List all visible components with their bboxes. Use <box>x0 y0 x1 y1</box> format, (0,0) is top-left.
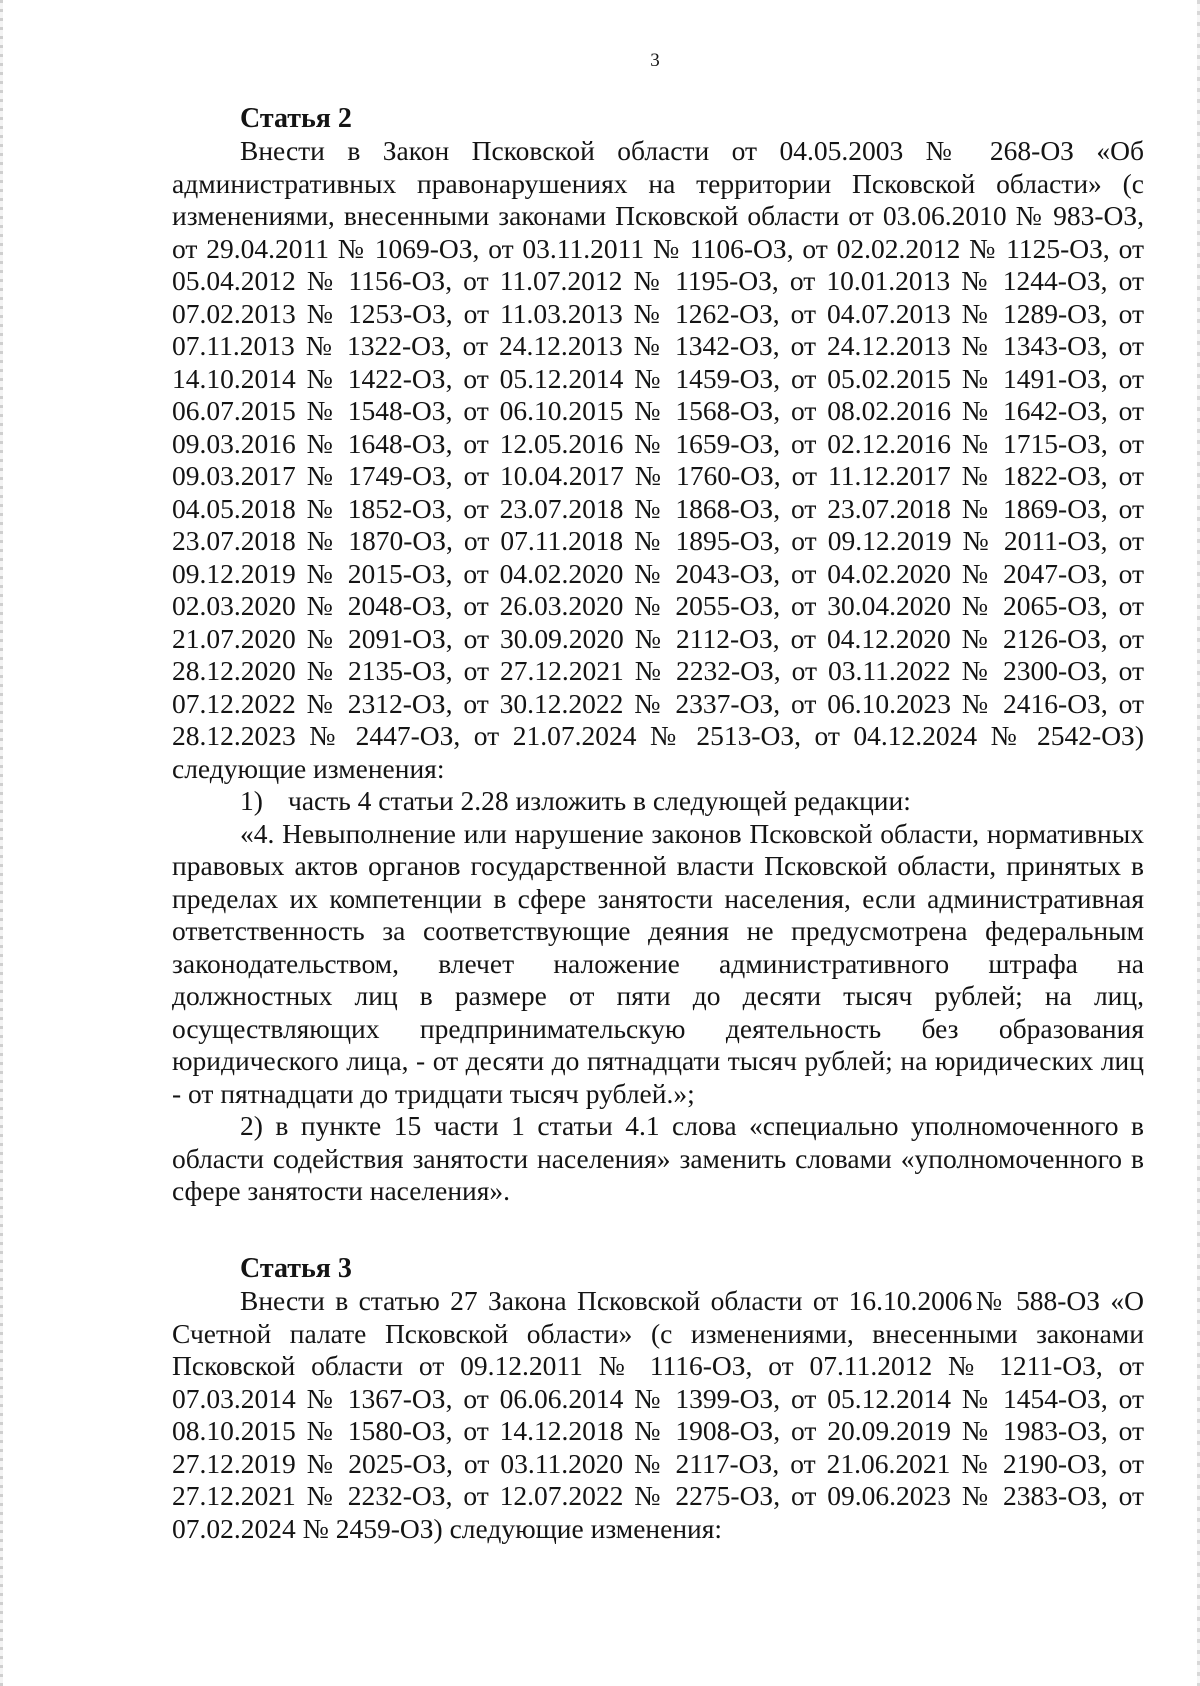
article-2-quote: «4. Невыполнение или нарушение законов Псковской области, нормативных правовых актов органов государственной власти Псковской области, принятых в пределах их компетенции в сфере занятости населения, если административная ответственность за соответствующие деяния не предусмотрена федеральным законодательством, влечет наложение административного штрафа на должностных лиц в размере от пяти до десяти тысяч рублей; на лиц, осуществляющих предпринимательскую деятельность без образования юридического лица, - от десяти до пятнадцати тысяч рублей; на юридических лиц - от пятнадцати до тридцати тысяч рублей.»; <box>172 817 1144 1109</box>
article-2 <box>172 103 1144 1208</box>
article-2-intro: Внести в Закон Псковской области от 04.05.2003 № 268-ОЗ «Об административных правонарушениях на территории Псковской области» (с изменениями, внесенными законами Псковской области от 03.06.2010 № 983-ОЗ, от 29.04.2011 № 1069-ОЗ, от 03.11.2011 № 1106-ОЗ, от 02.02.2012 № 1125-ОЗ, от 05.04.2012 № 1156-ОЗ, от 11.07.2012 № 1195-ОЗ, от 10.01.2013 № 1244-ОЗ, от 07.02.2013 № 1253-ОЗ, от 11.03.2013 № 1262-ОЗ, от 04.07.2013 № 1289-ОЗ, от 07.11.2013 № 1322-ОЗ, от 24.12.2013 № 1342-ОЗ, от 24.12.2013 № 1343-ОЗ, от 14.10.2014 № 1422-ОЗ, от 05.12.2014 № 1459-ОЗ, от 05.02.2015 № 1491-ОЗ, от 06.07.2015 № 1548-ОЗ, от 06.10.2015 № 1568-ОЗ, от 08.02.2016 № 1642-ОЗ, от 09.03.2016 № 1648-ОЗ, от 12.05.2016 № 1659-ОЗ, от 02.12.2016 № 1715-ОЗ, от 09.03.2017 № 1749-ОЗ, от 10.04.2017 № 1760-ОЗ, от 11.12.2017 № 1822-ОЗ, от 04.05.2018 № 1852-ОЗ, от 23.07.2018 № 1868-ОЗ, от 23.07.2018 № 1869-ОЗ, от 23.07.2018 № 1870-ОЗ, от 07.11.2018 № 1895-ОЗ, от 09.12.2019 № 2011-ОЗ, от 09.12.2019 № 2015-ОЗ, от 04.02.2020 № 2043-ОЗ, от 04.02.2020 № 2047-ОЗ, от 02.03.2020 № 2048-ОЗ, от 26.03.2020 № 2055-ОЗ, от 30.04.2020 № 2065-ОЗ, от 21.07.2020 № 2091-ОЗ, от 30.09.2020 № 2112-ОЗ, от 04.12.2020 № 2126-ОЗ, от 28.12.2020 № 2135-ОЗ, от 27.12.2021 № 2232-ОЗ, от 03.11.2022 № 2300-ОЗ, от 07.12.2022 № 2312-ОЗ, от 30.12.2022 № 2337-ОЗ, от 06.10.2023 № 2416-ОЗ, от 28.12.2023 № 2447-ОЗ, от 21.07.2024 № 2513-ОЗ, от 04.12.2024 № 2542-ОЗ) следующие изменения: <box>172 135 1144 784</box>
page-number: 3 <box>650 50 660 71</box>
article-3-heading: Статья 3 <box>240 1253 352 1284</box>
article-2-heading: Статья 2 <box>240 103 352 134</box>
article-3-intro: Внести в статью 27 Закона Псковской области от 16.10.2006№ 588-ОЗ «О Счетной палате Псковской области» (с изменениями, внесенными законами Псковской области от 09.12.2011 № 1116-ОЗ, от 07.11.2012 № 1211-ОЗ, от 07.03.2014 № 1367-ОЗ, от 06.06.2014 № 1399-ОЗ, от 05.12.2014 № 1454-ОЗ, от 08.10.2015 № 1580-ОЗ, от 14.12.2018 № 1908-ОЗ, от 20.09.2019 № 1983-ОЗ, от 27.12.2019 № 2025-ОЗ, от 03.11.2020 № 2117-ОЗ, от 21.06.2021 № 2190-ОЗ, от 27.12.2021 № 2232-ОЗ, от 12.07.2022 № 2275-ОЗ, от 09.06.2023 № 2383-ОЗ, от 07.02.2024 № 2459-ОЗ) следующие изменения: <box>172 1285 1144 1544</box>
article-2-item-1 <box>172 785 1144 818</box>
item-1-text: часть 4 статьи 2.28 изложить в следующей редакции: <box>288 785 911 816</box>
item-1-marker: 1) <box>240 785 263 816</box>
article-2-item-2: 2) в пункте 15 части 1 статьи 4.1 слова «специально уполномоченного в области содействия занятости населения» заменить словами «уполномоченного в сфере занятости населения». <box>172 1110 1144 1206</box>
article-3 <box>172 1253 1144 1545</box>
scan-edge-left <box>0 0 3 1686</box>
